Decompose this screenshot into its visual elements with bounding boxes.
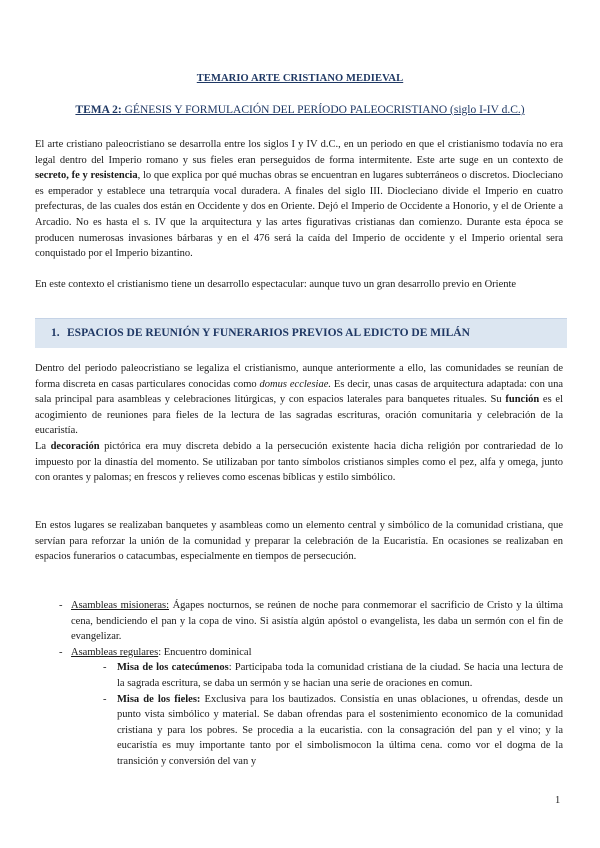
intro-text-1: El arte cristiano paleocristiano se desarrolla entre los siglos I y IV d.C., en un periodo en que el cristianismo todavía no era legal dentro del Imperio romano y sus fieles eran perseguidos de forma intermitente. Este arte suge en un contexto de [35,139,563,166]
document-header-title: TEMARIO ARTE CRISTIANO MEDIEVAL [196,73,404,84]
sub-item-1-label: Misa de los catecúmenos [117,662,229,674]
list-item-2-text: : Encuentro dominical [158,646,252,658]
list-bullet: - [59,600,63,611]
topic-label: TEMA 2: [75,104,122,116]
list-item-1-text: Ágapes nocturnos, se reúnen de noche para conmemorar el sacrificio de Cristo y la última cena, bendiciendo el pan y la copa de vino. Si asistía algún apóstol o evangelista, les daba un sermón con el fin de evangelizar. [71,600,564,643]
s1p2-text-2: pictórica era muy discreta debido a la persecución existente hacia dicha religión por contrariedad de lo impuesto por la dinastía del momento. Se utilizaban por tanto símbolos cristianos simples como el pez, alfa y omega, junto con orantes y palomas; en frescos y relieves como escenas bíblicas y estilo simbólico. [35,441,563,484]
list-item [35,645,563,661]
section-1-title: ESPACIOS DE REUNIÓN Y FUNERARIOS PREVIOS AL EDICTO DE MILÁN [67,327,470,339]
section-1-paragraph-2 [35,439,563,486]
list-item [35,598,563,645]
sub-item-2-label: Misa de los fieles: [117,693,201,705]
page-number: 1 [555,795,561,806]
section-1-number: 1. [51,327,60,339]
topic-title [0,104,600,116]
section-1-heading [35,318,567,348]
s1p1-text-3: es el acogimiento de reuniones para fieles de la lectura de las sagradas escrituras, oración comunitaria y celebración de la eucaristía. [35,394,563,437]
s1p2-text-1: La [35,441,51,452]
list-bullet: - [59,646,63,658]
section-1-paragraph-3: En estos lugares se realizaban banquetes y asambleas como un elemento central y simbólico de la comunidad cristiana, que servían para reforzar la unión de la comunidad y preparar la celebración de la Eucaristía. En ocasiones se realizaban en espacios funerarios o catacumbas, especialmente en tiempos de persecución. [35,520,563,563]
intro-paragraph [35,137,563,262]
list-item-1-label: Asambleas misioneras: [71,600,170,611]
s1p1-text-2: Es decir, unas casas de arquitectura adaptada: con una sala principal para asambleas y celebraciones litúrgicas, y con espacios laterales para banquetes rituales. Su [35,378,563,406]
s1p1-bold-1: función [505,394,540,406]
intro-text-2: , lo que explica por qué muchas obras se encuentran en lugares subterráneos o discretos. Diocleciano es emperador y establece una tetrarquía vocal duradera. A finales del siglo III. Diocleciano divide el Imperio en cuatro prefecturas, de las cuales dos están en Occidente y dos en Oriente. Dejó el Imperio de Occidente a Honorio, y el de Oriente a Arcadio. No es hasta el s. IV que la arquitectura y las artes figurativas cristianas dan comienzo. Durante esta época se producen numerosas invasiones bárbaras y en el 476 será la caída del Imperio de occidente y el Imperio oriental sera conquistado por el Imperio bizantino. [35,170,563,260]
section-1-paragraph-1 [35,361,563,439]
s1p1-italic-1: domus ecclesiae. [259,378,331,390]
s1p2-bold-1: decoración [50,441,100,452]
sub-list-item [89,660,563,691]
sub-list-bullet: - [103,693,107,705]
intro-bold-1: secreto, fe y resistencia [35,170,138,182]
sub-item-2-text: Exclusiva para los bautizados. Consistía en unas oblaciones, u ofrendas, desde un punto vista simbólico y material. Se daban ofrendas para el sostenimiento economico de la comunidad cristiana y para los pobres. Se procedia a la eucaristia. con la consagración del pan y el vino; y la eucaristía es muy importante tanto por el simbolismocon la última cena. como vor el dogma de la transición y conversión del van y [117,693,563,767]
s1p1-text-1: Dentro del periodo paleocristiano se legaliza el cristianismo, aunque anteriormente a ello, las comunidades se reunían de forma discreta en casas particulares conocidas como [35,363,563,390]
topic-text: GÉNESIS Y FORMULACIÓN DEL PERÍODO PALEOCRISTIANO (siglo I-IV d.C.) [121,104,525,116]
list-item-2-label: Asambleas regulares [71,646,159,658]
sub-list-bullet: - [103,662,107,674]
sub-list-item [89,692,563,770]
intro-paragraph-2: En este contexto el cristianismo tiene un desarrollo espectacular: aunque tuvo un gran desarrollo previo en Oriente [35,279,517,290]
sub-item-1-text: : Participaba toda la comunidad cristiana de la ciudad. Se hacia una lectura de la sagrada escritura, se daba un sermón y se hacian una serie de oraciones en comun. [117,662,563,689]
assembly-list [35,598,563,770]
